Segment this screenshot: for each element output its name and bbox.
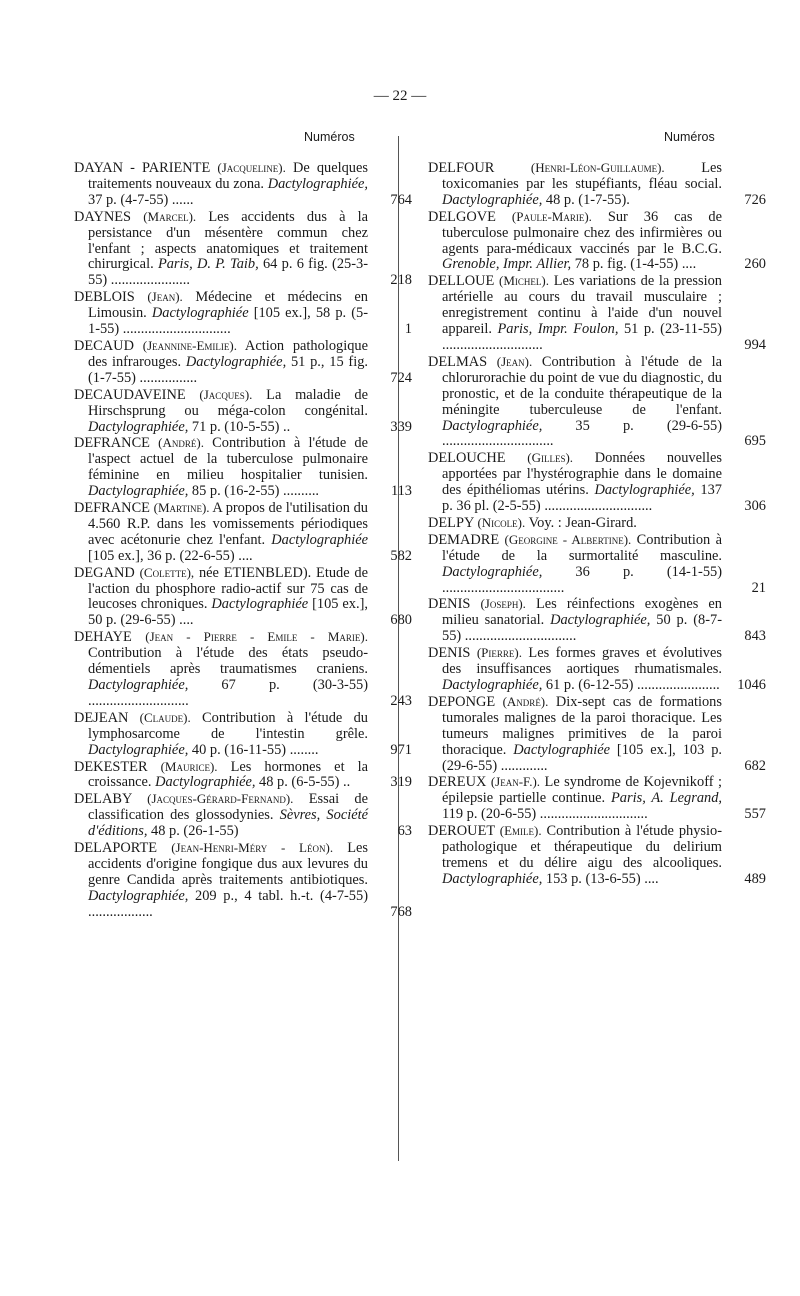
publisher: Dactylographiée,: [442, 677, 543, 693]
author-surname: DEBLOIS: [74, 289, 135, 306]
publisher: Dactylographiée: [211, 596, 309, 613]
thesis-title: Les hormones et la croissance.: [88, 758, 368, 791]
author-forename: (Colette),: [139, 564, 195, 580]
entry-number: 971: [390, 741, 412, 758]
entry-text: [74, 840, 368, 921]
bibliography-entry: [74, 629, 412, 710]
entry-text: [428, 450, 722, 515]
entry-number: 724: [390, 369, 412, 386]
pagination-date: 40 p. (16-11-55) ........: [188, 741, 319, 758]
bibliography-entry: [428, 645, 766, 694]
entry-text: [428, 645, 722, 694]
bibliography-entry: [428, 353, 766, 450]
author-forename: (Maurice).: [160, 758, 218, 774]
pagination-date: 71 p. (10-5-55) ..: [188, 418, 291, 435]
author-surname: DEKESTER: [74, 758, 148, 775]
author-surname: DEGAND: [74, 564, 135, 581]
publisher: Dactylographiée,: [88, 887, 189, 904]
author-forename: (Jacqueline).: [217, 160, 286, 175]
publisher: Paris, Impr. Foulon,: [497, 321, 619, 338]
thesis-title: Les réinfections exogènes en milieu sanatorial.: [442, 596, 722, 629]
thesis-title: Les accidents d'origine fongique dus aux levures du genre Candida après traitements antibiotiques.: [88, 840, 368, 888]
entry-text: [74, 435, 368, 500]
entry-text: [74, 338, 368, 387]
entry-text: [74, 565, 368, 630]
thesis-title: De quelques traitements nouveaux du zona.: [88, 160, 368, 192]
thesis-title: Les toxicomanies par les stupéfiants, fléau social.: [442, 160, 722, 192]
entry-text: [428, 273, 722, 354]
entry-number: 306: [744, 498, 766, 515]
publisher: Dactylographiée,: [550, 612, 651, 629]
thesis-title: Voy. : Jean-Girard.: [525, 514, 637, 531]
author-surname: DENIS: [428, 645, 471, 662]
bibliography-entry: [74, 289, 412, 338]
thesis-title: née ETIENBLED). Etude de l'action du phosphore radio-actif sur 75 cas de leucoses chroniques.: [88, 564, 368, 613]
thesis-title: Les accidents dus à la persistance d'un mésentère commun chez l'enfant ; aspects anatomiques et traitement chirurgical.: [88, 208, 368, 273]
entry-number: 843: [744, 628, 766, 645]
pagination-date: 51 p., 15 fig. (1-7-55) ................: [88, 353, 368, 386]
pagination-date: [105 ex.], 58 p. (5-1-55) ..............................: [88, 305, 368, 338]
publisher: Dactylographiée,: [88, 677, 189, 693]
entry-number: 768: [390, 903, 412, 920]
bibliography-entry: [428, 596, 766, 645]
thesis-title: La maladie de Hirschsprung ou méga-colon congénital.: [88, 386, 368, 419]
entry-number: 726: [744, 191, 766, 208]
bibliography-entry: [74, 435, 412, 500]
entry-number: 319: [390, 774, 412, 791]
author-surname: DEPONGE: [428, 693, 496, 710]
publisher: Dactylographiée: [271, 531, 368, 548]
author-forename: (Jeannine-Emilie).: [142, 337, 237, 353]
thesis-title: Médecine et médecins en Limousin.: [88, 289, 368, 322]
bibliography-entry: [74, 386, 412, 436]
thesis-title: Dix-sept cas de formations tumorales malignes de la paroi thoracique. Les tumeurs malignes primitives de la paroi thoracique.: [442, 693, 722, 758]
publisher: Paris, D. P. Taib,: [157, 256, 259, 273]
publisher: Dactylographiée: [151, 305, 249, 322]
author-forename: (Claude).: [139, 709, 191, 725]
publisher: Dactylographiée,: [155, 774, 256, 791]
entry-text: [428, 774, 722, 823]
author-forename: (Georgine - Albertine).: [504, 531, 632, 547]
pagination-date: 67 p. (30-3-55) ............................: [88, 677, 368, 709]
column-header-right: Numéros: [664, 130, 715, 144]
pagination-date: 85 p. (16-2-55) ..........: [188, 483, 320, 500]
author-forename: (Jean-Henri-Méry - Léon).: [171, 840, 334, 856]
author-forename: (Jean - Pierre - Emile - Marie).: [145, 629, 368, 645]
bibliography-entry: [74, 160, 412, 209]
author-forename: (Emile).: [499, 823, 542, 839]
author-surname: DELGOVE: [428, 208, 496, 225]
entry-text: [74, 791, 368, 840]
entry-number: 680: [390, 612, 412, 629]
thesis-title: Contribution à l'étude du lymphosarcome de l'intestin grêle.: [88, 709, 368, 742]
bibliography-entry: [428, 693, 766, 775]
pagination-date: [105 ex.], 50 p. (29-6-55) ....: [88, 596, 368, 629]
entry-number: 21: [751, 579, 766, 596]
bibliography-entry: [428, 160, 766, 209]
author-forename: (Jean).: [496, 353, 533, 369]
bibliography-entry: [428, 450, 766, 515]
thesis-title: Contribution à l'étude physio-pathologique et thérapeutique du delirium tremens et du délire aigu des alcooliques.: [442, 823, 722, 871]
pagination-date: 48 p. (1-7-55).: [542, 191, 630, 208]
entry-text: [74, 289, 368, 338]
author-forename: (Martine).: [153, 500, 210, 516]
entry-number: 1: [404, 321, 412, 338]
publisher: Dactylographiée: [513, 741, 610, 758]
entry-number: 218: [390, 272, 412, 289]
pagination-date: 61 p. (6-12-55) .......................: [542, 677, 720, 693]
entry-number: 63: [397, 823, 412, 840]
entry-text: [74, 759, 368, 792]
entry-text: [428, 354, 722, 450]
entry-number: 582: [390, 547, 412, 564]
pagination-date: 36 p. (14-1-55) ..................................: [442, 563, 722, 596]
bibliography-entry: [74, 337, 412, 387]
pagination-date: 48 p. (26-1-55): [147, 823, 239, 840]
bibliography-entry: [74, 564, 412, 630]
thesis-title: Données nouvelles apportées par l'hystérographie dans le domaine des épithéliomas utérins.: [442, 450, 722, 499]
bibliography-entry: [74, 709, 412, 759]
pagination-date: [105 ex.], 103 p. (29-6-55) .............: [442, 741, 723, 774]
pagination-date: 153 p. (13-6-55) ....: [542, 870, 659, 887]
entry-text: [74, 710, 368, 759]
author-forename: (André).: [502, 693, 549, 709]
publisher: Dactylographiée,: [88, 418, 189, 435]
thesis-title: Contribution à l'étude de la chlorurorachie du point de vue du diagnostic, du pronostic, et de la conduite thérapeutique de la méningite tuberculeuse de l'enfant.: [442, 353, 722, 418]
entry-number: 682: [744, 757, 766, 774]
pagination-date: 64 p. 6 fig. (25-3-55) ......................: [88, 256, 368, 289]
entry-number: 243: [390, 692, 412, 709]
bibliography-entry: [428, 774, 766, 823]
publisher: Dactylographiée,: [442, 870, 543, 887]
thesis-title: Action pathologique des infrarouges.: [88, 337, 368, 370]
page-number: — 22 —: [373, 88, 427, 104]
publisher: Grenoble, Impr. Allier,: [442, 256, 572, 273]
entry-number: 557: [744, 806, 766, 823]
author-surname: DEFRANCE: [74, 435, 150, 452]
author-surname: DELAPORTE: [74, 840, 158, 857]
author-surname: DECAUDAVEINE: [74, 386, 186, 403]
right-entry-list: [428, 160, 766, 888]
publisher: Dactylographiée,: [442, 191, 543, 208]
author-surname: DELPY: [428, 514, 474, 531]
publisher: Dactylographiée,: [88, 483, 189, 500]
author-forename: (André).: [158, 435, 204, 451]
left-entry-list: [74, 160, 412, 921]
publisher: Dactylographiée,: [442, 417, 543, 434]
entry-text: [74, 500, 368, 565]
publisher: Dactylographiée,: [442, 563, 543, 580]
author-forename: (Paule-Marie).: [511, 208, 592, 224]
pagination-date: 119 p. (20-6-55) ..............................: [442, 806, 648, 823]
entry-text: [74, 209, 368, 290]
thesis-title: Contribution à l'étude de l'aspect actuel de la tuberculose pulmonaire féminine en milieu hospitalier tunisien.: [88, 435, 369, 484]
entry-text: [428, 694, 722, 775]
entry-number: 994: [744, 336, 766, 353]
author-surname: DELMAS: [428, 353, 488, 370]
entry-text: [74, 387, 368, 436]
author-surname: DEJEAN: [74, 709, 129, 726]
author-surname: DECAUD: [74, 337, 134, 354]
entry-number: 339: [390, 418, 412, 435]
author-surname: DAYNES: [74, 208, 132, 225]
author-forename: (Joseph).: [480, 596, 526, 612]
author-forename: (Marcel).: [143, 208, 197, 224]
entry-number: 260: [744, 256, 766, 273]
bibliography-entry: [428, 823, 766, 888]
author-surname: DELABY: [74, 791, 132, 808]
entry-text: [428, 532, 722, 597]
author-forename: (Nicole).: [477, 514, 526, 530]
entry-text: [428, 209, 722, 274]
author-forename: (Gilles).: [527, 450, 574, 466]
author-forename: (Jacques).: [199, 386, 253, 402]
publisher: Dactylographiée,: [594, 482, 695, 499]
entry-text: [428, 596, 722, 645]
pagination-date: 51 p. (23-11-55) ............................: [442, 321, 722, 353]
author-surname: DEFRANCE: [74, 500, 150, 517]
bibliography-entry: [428, 208, 766, 274]
author-forename: (Jean-F.).: [490, 774, 541, 790]
author-surname: DEMADRE: [428, 531, 500, 548]
publisher: Paris, A. Legrand,: [611, 790, 723, 807]
author-forename: (Michel).: [499, 273, 550, 289]
bibliography-entry: [74, 840, 412, 921]
bibliography-entry: [428, 515, 722, 532]
entry-number: 1046: [737, 677, 766, 693]
bibliography-entry: [428, 273, 766, 354]
column-header-left: Numéros: [304, 130, 355, 144]
thesis-title: Sur 36 cas de tuberculose pulmonaire chez des infirmières ou agents para-médicaux vaccinés par le B.C.G.: [442, 208, 722, 257]
entry-text: [428, 823, 722, 888]
publisher: Dactylographiée,: [185, 353, 287, 370]
bibliography-entry: [74, 208, 412, 290]
pagination-date: 78 p. fig. (1-4-55) ....: [571, 256, 697, 273]
publisher: Sèvres, Société d'éditions,: [88, 807, 368, 840]
author-surname: DENIS: [428, 596, 471, 613]
author-forename: (Jacques-Gérard-Fernand).: [147, 791, 294, 807]
author-surname: DELOUCHE: [428, 450, 506, 467]
thesis-title: Le syndrome de Kojevnikoff ; épilepsie partielle continue.: [442, 774, 722, 807]
entry-text: [428, 515, 722, 532]
pagination-date: 37 p. (4-7-55) ......: [88, 191, 194, 208]
bibliography-entry: [428, 531, 766, 597]
thesis-title: Les formes graves et évolutives des insuffisances aortiques rhumatismales.: [442, 645, 722, 678]
column-divider: [398, 136, 399, 1161]
entry-text: [74, 629, 368, 710]
bibliography-entry: [74, 758, 412, 792]
publisher: Dactylographiée,: [88, 741, 189, 758]
pagination-date: [105 ex.], 36 p. (22-6-55) ....: [88, 547, 253, 564]
thesis-title: Contribution à l'étude de la surmortalité masculine.: [442, 531, 722, 564]
thesis-title: Contribution à l'étude des états pseudo-démentiels après traumatismes craniens.: [88, 645, 368, 678]
author-surname: DAYAN - PARIENTE: [74, 160, 211, 176]
pagination-date: 50 p. (8-7-55) ...............................: [442, 612, 722, 645]
publisher: Dactylographiée,: [267, 175, 368, 192]
bibliography-entry: [74, 500, 412, 565]
thesis-title: A propos de l'utilisation du 4.560 R.P. dans les vomissements périodiques avec acétonurie chez l'enfant.: [88, 500, 368, 548]
entry-text: [428, 160, 722, 209]
pagination-date: 137 p. 36 pl. (2-5-55) ..............................: [442, 482, 723, 515]
entry-text: [74, 160, 368, 209]
bibliography-entry: [74, 791, 412, 840]
author-surname: DELFOUR: [428, 160, 495, 176]
pagination-date: 48 p. (6-5-55) ..: [255, 774, 351, 791]
pagination-date: 35 p. (29-6-55) ...............................: [442, 417, 722, 450]
author-forename: (Jean).: [147, 289, 183, 305]
author-surname: DEREUX: [428, 774, 487, 791]
entry-number: 695: [744, 433, 766, 450]
author-forename: (Pierre).: [476, 645, 522, 661]
pagination-date: 209 p., 4 tabl. h.-t. (4-7-55) ..................: [88, 887, 368, 920]
thesis-title: Les variations de la pression artérielle au cours du travail musculaire ; enregistrement continu à l'aide d'un nouvel appareil.: [442, 273, 722, 338]
thesis-title: Essai de classification des glossodynies.: [88, 791, 368, 824]
author-surname: DEROUET: [428, 823, 495, 840]
entry-number: 489: [744, 870, 766, 887]
author-forename: (Henri-Léon-Guillaume).: [530, 160, 665, 175]
entry-number: 113: [390, 483, 412, 500]
author-surname: DELLOUE: [428, 273, 495, 290]
entry-number: 764: [390, 191, 412, 208]
author-surname: DEHAYE: [74, 629, 132, 646]
